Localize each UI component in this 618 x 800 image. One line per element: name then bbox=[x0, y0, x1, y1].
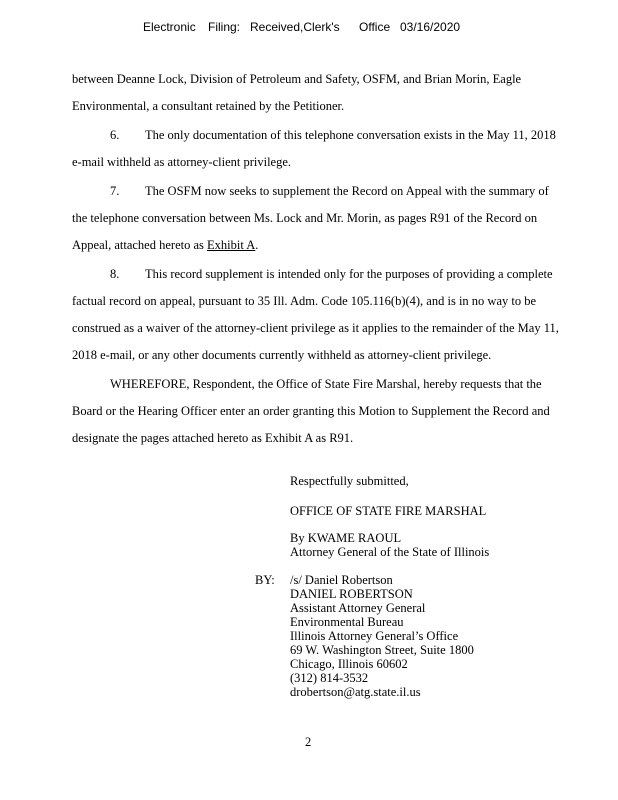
body-line: between Deanne Lock, Division of Petroleum and Safety, OSFM, and Brian Morin, Eagle bbox=[72, 72, 522, 86]
sig-street: 69 W. Washington Street, Suite 1800 bbox=[290, 643, 474, 657]
body-line: factual record on appeal, pursuant to 35 Ill. Adm. Code 105.116(b)(4), and is in no way to be bbox=[72, 294, 537, 308]
body-line: e-mail withheld as attorney-client privilege. bbox=[72, 155, 292, 169]
header-office: Office bbox=[359, 20, 391, 34]
sig-bureau: Environmental Bureau bbox=[290, 615, 404, 629]
sig-title: Assistant Attorney General bbox=[290, 601, 426, 615]
header-date: 03/16/2020 bbox=[400, 20, 461, 34]
filing-header bbox=[0, 20, 618, 36]
body-line: This record supplement is intended only for the purposes of providing a complete bbox=[145, 267, 553, 281]
header-received: Received,Clerk's bbox=[250, 20, 340, 34]
exhibit-a-link[interactable]: Exhibit A bbox=[207, 238, 256, 252]
body-text: . bbox=[255, 238, 259, 252]
paragraph-number: 8. bbox=[110, 267, 120, 281]
header-electronic: Electronic bbox=[143, 20, 196, 34]
body-line: 2018 e-mail, or any other documents currently withheld as attorney-client privilege. bbox=[72, 348, 492, 362]
header-filing: Filing: bbox=[208, 20, 241, 34]
body-line: the telephone conversation between Ms. Lock and Mr. Morin, as pages R91 of the Record on bbox=[72, 211, 538, 225]
body-line: WHEREFORE, Respondent, the Office of State Fire Marshal, hereby requests that the bbox=[110, 377, 542, 391]
paragraph-number: 7. bbox=[110, 184, 120, 198]
sig-s-line: /s/ Daniel Robertson bbox=[290, 573, 393, 587]
sig-name-caps: DANIEL ROBERTSON bbox=[290, 587, 413, 601]
sig-office-name: Illinois Attorney General’s Office bbox=[290, 629, 459, 643]
sig-ag-title: Attorney General of the State of Illinois bbox=[290, 545, 490, 559]
sig-respectfully: Respectfully submitted, bbox=[290, 474, 409, 488]
body-line: Environmental, a consultant retained by the Petitioner. bbox=[72, 99, 345, 113]
body-line: designate the pages attached hereto as Exhibit A as R91. bbox=[72, 431, 354, 445]
paragraph-number: 6. bbox=[110, 128, 120, 142]
sig-by-label: BY: bbox=[255, 573, 275, 587]
body-line: The OSFM now seeks to supplement the Record on Appeal with the summary of bbox=[145, 184, 549, 198]
body-line bbox=[72, 238, 258, 253]
body-line: construed as a waiver of the attorney-client privilege as it applies to the remainder of the May 11, bbox=[72, 321, 559, 335]
page-number: 2 bbox=[305, 735, 312, 749]
body-text: Appeal, attached hereto as bbox=[72, 238, 208, 252]
sig-phone: (312) 814-3532 bbox=[290, 671, 369, 685]
sig-by-name: By KWAME RAOUL bbox=[290, 531, 402, 545]
body-line: The only documentation of this telephone conversation exists in the May 11, 2018 bbox=[145, 128, 556, 142]
sig-email[interactable]: drobertson@atg.state.il.us bbox=[290, 685, 421, 699]
body-line: Board or the Hearing Officer enter an order granting this Motion to Supplement the Record and bbox=[72, 404, 550, 418]
sig-office: OFFICE OF STATE FIRE MARSHAL bbox=[290, 504, 487, 518]
sig-city: Chicago, Illinois 60602 bbox=[290, 657, 408, 671]
